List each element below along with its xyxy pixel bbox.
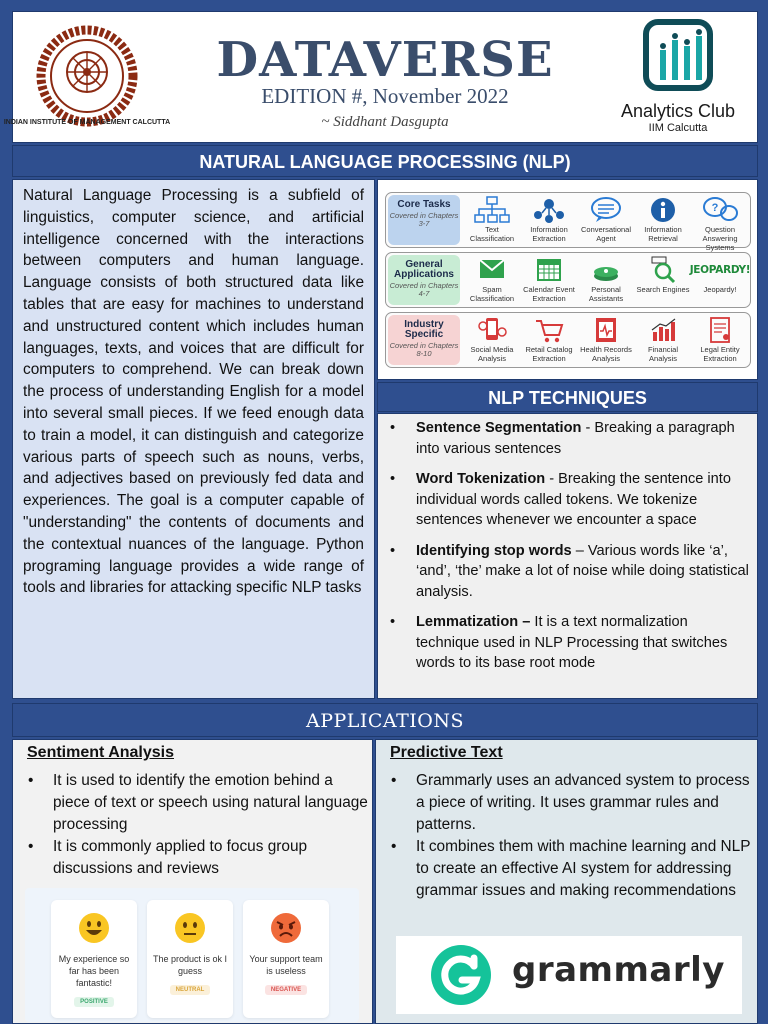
techniques-heading: NLP TECHNIQUES bbox=[377, 382, 758, 412]
sentiment-bullet: • It is used to identify the emotion behind a piece of text or speech using natural language processing bbox=[23, 770, 373, 836]
nlp-intro-panel bbox=[12, 179, 375, 699]
task-category-title: General Applications bbox=[393, 259, 454, 280]
task-item-label: Search Engines bbox=[636, 285, 690, 294]
nlp-intro-text: Natural Language Processing is a subfield of linguistics, computer science, and artificial intelligence concerned with the interactions between computers and human language. Language consists of both structured data like tables that are easy for machines to understand and unstructured content which includes human languages, texts, and voices that are difficult for computers to comprehend. We can break down the process of understanding English for a model into several small pieces. If we feed enough data to train a model, it can distinguish and categorize various parts of speech such as nouns, verbs, and adjectives based on previously fed data and experiences. The goal is a computer capable of "understanding" the contents of documents and the contextual nuances of the language. Python programing language provides a wide range of tools and libraries for attacking specific NLP tasks bbox=[23, 187, 364, 597]
grammarly-logo bbox=[396, 936, 742, 1014]
task-item bbox=[635, 195, 691, 245]
task-item-label: Social Media Analysis bbox=[470, 345, 514, 363]
task-item-label: Text Classification bbox=[469, 225, 515, 243]
club-name: Analytics Club bbox=[620, 101, 736, 121]
task-category bbox=[388, 315, 460, 365]
legal-document-icon bbox=[692, 315, 748, 345]
task-item-label: Health Records Analysis bbox=[580, 345, 632, 363]
sentiment-title: Sentiment Analysis bbox=[27, 744, 175, 761]
author-line: ~ Siddhant Dasgupta bbox=[321, 114, 449, 130]
task-item bbox=[464, 315, 520, 365]
technique-term: Lemmatization – bbox=[416, 614, 531, 630]
technique-desc: – Various words like ‘a’, ‘and’, ‘the’ make a lot of noise while doing statistical analysis. bbox=[416, 542, 749, 600]
task-item-label: Personal Assistants bbox=[588, 285, 624, 303]
task-row bbox=[385, 252, 751, 308]
task-item bbox=[521, 195, 577, 245]
neutral-card bbox=[147, 900, 233, 1018]
technique-item bbox=[386, 541, 749, 603]
social-media-icon bbox=[464, 315, 520, 345]
task-item-label: Legal Entity Extraction bbox=[700, 345, 740, 363]
page-title: DATAVERSE bbox=[216, 32, 554, 88]
svg-text:?: ? bbox=[711, 202, 719, 214]
club-sub: IIM Calcutta bbox=[648, 122, 708, 134]
task-item bbox=[578, 315, 634, 365]
angry-face-icon bbox=[270, 912, 302, 944]
task-category-sub: Covered in Chapters 8-10 bbox=[389, 341, 459, 358]
neutral-badge: NEUTRAL bbox=[170, 985, 211, 995]
header bbox=[3, 11, 758, 143]
task-item bbox=[692, 195, 748, 252]
sentiment-bullet: • It is commonly applied to focus group discussions and reviews bbox=[23, 836, 373, 880]
task-category-sub: Covered in Chapters 3-7 bbox=[389, 211, 459, 228]
task-item bbox=[521, 255, 577, 305]
task-item bbox=[464, 195, 520, 245]
technique-term: Word Tokenization bbox=[416, 471, 546, 487]
task-item bbox=[521, 315, 577, 365]
search-engine-icon bbox=[635, 255, 691, 285]
neutral-text: The product is ok I guess bbox=[152, 954, 228, 976]
task-row bbox=[385, 192, 751, 252]
smiling-face-icon bbox=[78, 912, 110, 944]
predictive-panel bbox=[375, 739, 758, 1024]
technique-desc: - Breaking the sentence into individual words called tokens. We tokenize sentences whenever we encounter a space bbox=[416, 471, 731, 528]
predictive-bullet: • It combines them with machine learning and NLP to create an effective AI system for addressing grammar issues and making recommendations bbox=[386, 836, 754, 902]
task-item-label: Jeopardy! bbox=[703, 285, 737, 294]
grammarly-g-icon bbox=[430, 944, 492, 1006]
information-retrieval-icon bbox=[635, 195, 691, 225]
shopping-cart-icon bbox=[521, 315, 577, 345]
personal-assistant-icon bbox=[578, 255, 634, 285]
negative-card bbox=[243, 900, 329, 1018]
jeopardy-logo: JEOPARDY! bbox=[689, 264, 751, 276]
task-category-title: Industry Specific bbox=[404, 319, 444, 340]
task-item-label: Question Answering Systems bbox=[702, 225, 738, 252]
edition-line: EDITION #, November 2022 bbox=[261, 84, 509, 108]
task-item-label: Calendar Event Extraction bbox=[523, 285, 575, 303]
task-item-label: Information Extraction bbox=[530, 225, 568, 243]
technique-desc: - Breaking a paragraph into various sentences bbox=[416, 420, 735, 457]
task-item-label: Spam Classification bbox=[469, 285, 515, 303]
task-item bbox=[578, 195, 634, 245]
technique-item bbox=[386, 469, 749, 531]
task-row bbox=[385, 312, 751, 368]
task-item bbox=[464, 255, 520, 305]
information-extraction-icon bbox=[521, 195, 577, 225]
positive-text: My experience so far has been fantastic! bbox=[58, 954, 130, 988]
analytics-club-logo bbox=[613, 20, 743, 140]
technique-term: Sentence Segmentation bbox=[416, 420, 582, 436]
task-item-label: Conversational Agent bbox=[580, 225, 632, 243]
task-category bbox=[388, 195, 460, 245]
positive-badge: POSITIVE bbox=[74, 997, 114, 1007]
predictive-bullet: • Grammarly uses an advanced system to process a piece of writing. It uses grammar rules and patterns. bbox=[386, 770, 754, 836]
task-item bbox=[578, 255, 634, 305]
task-category bbox=[388, 255, 460, 305]
analytics-club-icon bbox=[642, 20, 714, 92]
nlp-section-heading: NATURAL LANGUAGE PROCESSING (NLP) bbox=[12, 145, 758, 177]
text-classification-icon bbox=[464, 195, 520, 225]
task-item bbox=[692, 315, 748, 365]
technique-desc: It is a text normalization technique used in NLP Processing that switches words to its base root mode bbox=[416, 614, 728, 671]
neutral-face-icon bbox=[174, 912, 206, 944]
sentiment-panel bbox=[12, 739, 373, 1024]
iim-logo-text: INDIAN INSTITUTE OF MANAGEMENT CALCUTTA bbox=[3, 119, 171, 126]
grammarly-wordmark: grammarly bbox=[512, 950, 725, 990]
task-item-label: Financial Analysis bbox=[647, 345, 678, 363]
applications-heading: APPLICATIONS bbox=[12, 703, 758, 737]
spam-mail-icon bbox=[464, 255, 520, 285]
task-item bbox=[635, 255, 691, 305]
negative-badge: NEGATIVE bbox=[265, 985, 307, 995]
negative-text: Your support team is useless bbox=[249, 954, 323, 976]
technique-item bbox=[386, 612, 749, 674]
technique-item bbox=[386, 418, 749, 459]
task-item-label: Retail Catalog Extraction bbox=[525, 345, 573, 363]
calendar-icon bbox=[521, 255, 577, 285]
health-records-icon bbox=[578, 315, 634, 345]
task-category-title: Core Tasks bbox=[397, 199, 451, 210]
sentiment-examples bbox=[25, 888, 359, 1022]
conversational-agent-icon bbox=[578, 195, 634, 225]
task-category-sub: Covered in Chapters 4-7 bbox=[389, 281, 459, 298]
task-item bbox=[689, 255, 751, 305]
techniques-panel bbox=[377, 413, 758, 699]
question-answering-icon bbox=[692, 195, 748, 225]
positive-card bbox=[51, 900, 137, 1018]
task-item bbox=[635, 315, 691, 365]
technique-term: Identifying stop words bbox=[416, 542, 572, 559]
financial-chart-icon bbox=[635, 315, 691, 345]
predictive-title: Predictive Text bbox=[390, 744, 503, 761]
nlp-tasks-diagram bbox=[377, 179, 758, 380]
task-item-label: Information Retrieval bbox=[644, 225, 682, 243]
